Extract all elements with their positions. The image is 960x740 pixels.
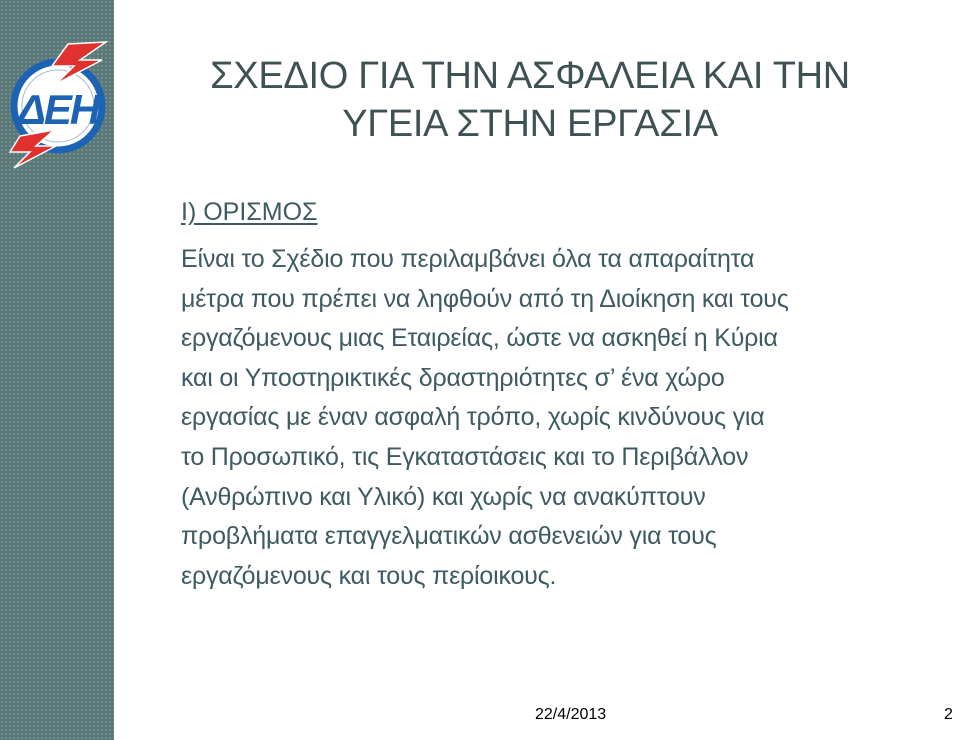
page-title — [150, 52, 910, 148]
paragraph-line: εργασίας με έναν ασφαλή τρόπο, χωρίς κινδύνους για — [181, 403, 765, 432]
paragraph-line: (Ανθρώπινο και Υλικό) και χωρίς να ανακύπτουν — [181, 482, 706, 511]
definition-paragraph — [181, 240, 941, 596]
paragraph-line: Είναι το Σχέδιο που περιλαμβάνει όλα τα απαραίτητα — [181, 245, 755, 273]
paragraph-line: εργαζόμενους και τους περίοικους. — [181, 561, 557, 590]
logo-text: ΔΕΗ — [17, 86, 99, 133]
paragraph-line: μέτρα που πρέπει να ληφθούν από τη Διοίκηση και τους — [181, 284, 789, 313]
company-logo — [6, 40, 116, 170]
paragraph-line: και οι Υποστηρικτικές δραστηριότητες σ’ ένα χώρο — [181, 363, 725, 392]
page-number: 2 — [944, 706, 953, 723]
title-line: ΥΓΕΙΑ ΣΤΗΝ ΕΡΓΑΣΙΑ — [342, 103, 718, 145]
footer-date: 22/4/2013 — [535, 706, 607, 723]
section-heading: Ι) ΟΡΙΣΜΟΣ — [181, 198, 318, 226]
paragraph-line: προβλήματα επαγγελματικών ασθενειών για τους — [181, 522, 717, 551]
title-line: ΣΧΕΔΙΟ ΓΙΑ ΤΗΝ ΑΣΦΑΛΕΙΑ ΚΑΙ ΤΗΝ — [210, 55, 850, 97]
paragraph-line: το Προσωπικό, τις Εγκαταστάσεις και το Περιβάλλον — [181, 442, 749, 471]
paragraph-line: εργαζόμενους μιας Εταιρείας, ώστε να ασκηθεί η Κύρια — [181, 324, 778, 353]
